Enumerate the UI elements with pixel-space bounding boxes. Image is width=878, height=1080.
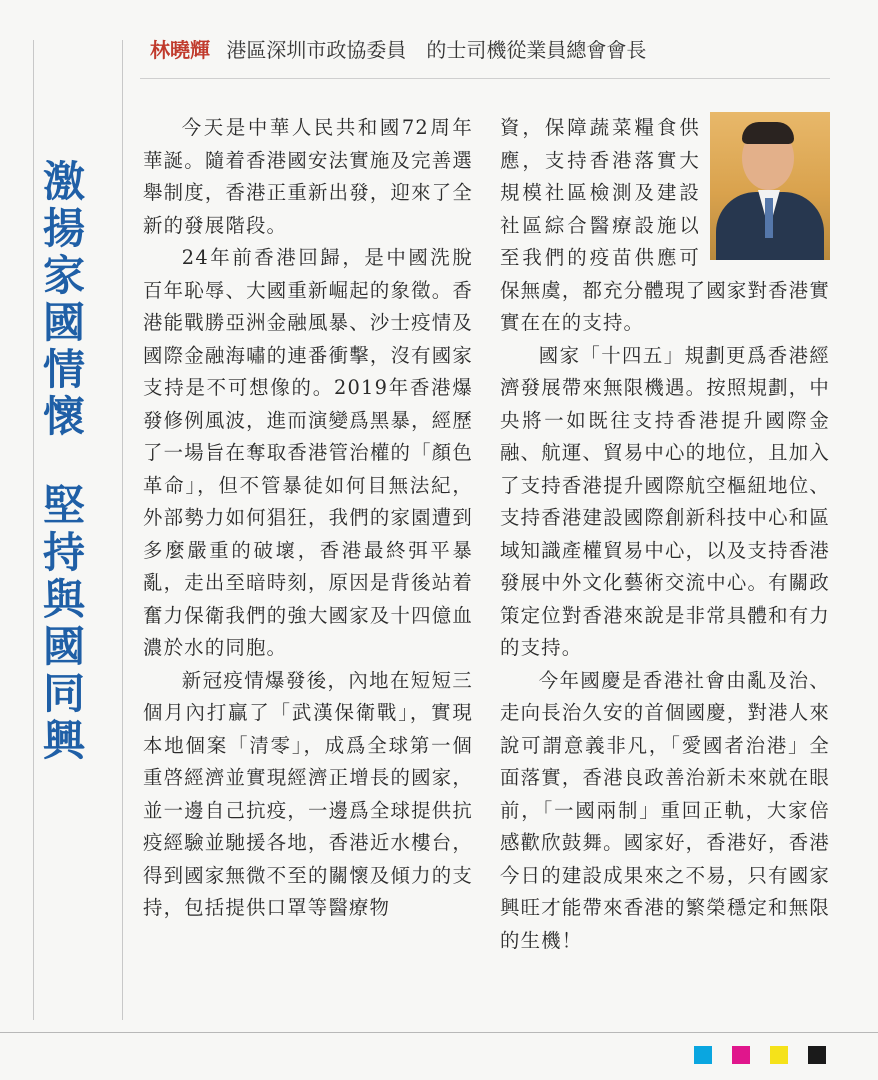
article-column-1 (143, 112, 473, 925)
paragraph: 24年前香港回歸，是中國洗脫百年恥辱、大國重新崛起的象徵。香港能戰勝亞洲金融風暴、沙士疫情及國際金融海嘯的連番衝擊，沒有國家支持是不可想像的。2019年香港爆發修例風波，進而演變爲黑暴，經歷了一場旨在奪取香港管治權的「顏色革命」，但不管暴徒如何目無法紀，外部勢力如何猖狂，我們的家園遭到多麼嚴重的破壞，香港最終弭平暴亂，走出至暗時刻，原因是背後站着奮力保衛我們的強大國家及十四億血濃於水的同胞。 (143, 246, 473, 659)
headline-char: 堅 (42, 481, 85, 530)
cyan-swatch (694, 1046, 712, 1064)
paragraph: 新冠疫情爆發後，內地在短短三個月內打贏了「武漢保衛戰」，實現本地個案「清零」，成爲全球第一個重啓經濟並實現經濟正增長的國家，並一邊自己抗疫，一邊爲全球提供抗疫經驗並馳援各地，香港近水樓台，得到國家無微不至的關懷及傾力的支持，包括提供口罩等醫療物 (143, 668, 473, 919)
headline-char: 興 (42, 716, 85, 765)
headline-char: 懷 (42, 392, 85, 441)
portrait-tie (765, 198, 773, 238)
headline (40, 158, 88, 764)
left-margin-rule (33, 40, 34, 1020)
paragraph: 國家「十四五」規劃更爲香港經濟發展帶來無限機遇。按照規劃，中央將一如既往支持香港提升國際金融、航運、貿易中心的地位，且加入了支持香港提升國際航空樞紐地位、支持香港建設國際創新科技中心和區域知識產權貿易中心，以及支持香港發展中外文化藝術交流中心。有關政策定位對香港來說是非常具體和有力的支持。 (500, 343, 830, 659)
byline (150, 34, 830, 63)
headline-gap (40, 440, 88, 482)
author-role: 港區深圳市政協委員 的士司機從業員總會會長 (226, 38, 647, 62)
headline-char: 同 (42, 669, 85, 718)
headline-char: 持 (42, 528, 85, 577)
paragraph: 今年國慶是香港社會由亂及治、走向長治久安的首個國慶，對港人來說可謂意義非凡，「愛國者治港」全面落實，香港良政善治新未來就在眼前，「一國兩制」重回正軌，大家倍感歡欣鼓舞。國家好，香港好，香港今日的建設成果來之不易，只有國家興旺才能帶來香港的繁榮穩定和無限的生機！ (500, 668, 830, 952)
headline-char: 家 (42, 251, 85, 300)
bottom-rule (0, 1032, 878, 1033)
headline-char: 情 (42, 345, 85, 394)
color-registration-swatches (694, 1046, 826, 1064)
headline-char: 激 (42, 157, 85, 206)
headline-char: 國 (42, 298, 85, 347)
headline-divider-rule (122, 40, 123, 1020)
article-column-2 (500, 112, 830, 957)
magenta-swatch (732, 1046, 750, 1064)
black-swatch (808, 1046, 826, 1064)
portrait-hair (742, 122, 794, 144)
headline-char: 國 (42, 622, 85, 671)
author-name: 林曉輝 (150, 38, 210, 62)
headline-char: 揚 (42, 204, 85, 253)
byline-underline (140, 78, 830, 79)
headline-char: 與 (42, 575, 85, 624)
author-portrait-icon (710, 112, 830, 260)
yellow-swatch (770, 1046, 788, 1064)
paragraph: 今天是中華人民共和國72周年華誕。隨着香港國安法實施及完善選舉制度，香港正重新出發，迎來了全新的發展階段。 (143, 116, 473, 237)
paragraph: 資，保障蔬菜糧食供應，支持香港落實大規模社區檢測及建設社區綜合醫療設施以至我們的疫苗供應可保無虞，都充分體現了國家對香港實實在在的支持。 (500, 116, 830, 334)
